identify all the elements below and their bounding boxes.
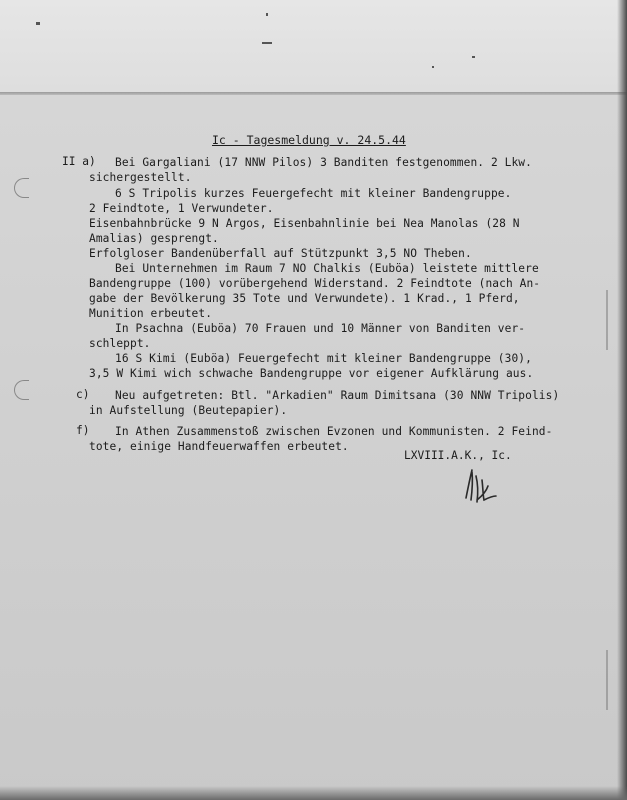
text-line: Munition erbeutet. — [89, 307, 213, 320]
text-line: Bei Unternehmen im Raum 7 NO Chalkis (Euböa) leistete mittlere — [115, 262, 539, 275]
scan-speck — [36, 22, 40, 25]
punch-hole — [14, 178, 29, 198]
text-line: tote, einige Handfeuerwaffen erbeutet. — [89, 440, 349, 453]
scan-speck — [262, 42, 272, 44]
text-line: gabe der Bevölkerung 35 Tote und Verwundete). 1 Krad., 1 Pferd, — [89, 292, 520, 305]
text-line: schleppt. — [89, 337, 151, 350]
text-line: Bandengruppe (100) vorübergehend Widerstand. 2 Feindtote (nach An- — [89, 277, 541, 290]
document-title: Ic - Tagesmeldung v. 24.5.44 — [212, 133, 406, 147]
scan-edge-right — [617, 0, 627, 800]
text-line: Erfolgloser Bandenüberfall auf Stützpunkt 3,5 NO Theben. — [89, 247, 472, 260]
text-line: Neu aufgetreten: Btl. "Arkadien" Raum Dimitsana (30 NNW Tripolis) — [115, 389, 560, 402]
signature-block: LXVIII.A.K., Ic. — [404, 449, 512, 462]
scan-edge-mark — [606, 290, 608, 350]
scan-edge-mark — [606, 650, 608, 710]
text-line: sichergestellt. — [89, 171, 192, 184]
text-line: Eisenbahnbrücke 9 N Argos, Eisenbahnlinie bei Nea Manolas (28 N — [89, 217, 520, 230]
text-line: 3,5 W Kimi wich schwache Bandengruppe vor eigener Aufklärung aus. — [89, 367, 534, 380]
scan-speck — [472, 56, 475, 58]
section-label: II a) — [62, 155, 96, 168]
scan-edge-bottom — [0, 786, 627, 800]
text-line: Amalias) gesprengt. — [89, 232, 219, 245]
text-line: In Psachna (Euböa) 70 Frauen und 10 Männer von Banditen ver- — [115, 322, 526, 335]
section-label: f) — [76, 424, 90, 437]
scan-speck — [266, 13, 268, 16]
punch-hole — [14, 380, 29, 400]
paper-top-strip — [0, 0, 627, 92]
text-line: in Aufstellung (Beutepapier). — [89, 404, 288, 417]
scan-speck — [432, 66, 434, 68]
text-line: In Athen Zusammenstoß zwischen Evzonen und Kommunisten. 2 Feind- — [115, 425, 553, 438]
section-label: c) — [76, 388, 90, 401]
paper-fold-line — [0, 92, 627, 95]
text-line: 16 S Kimi (Euböa) Feuergefecht mit kleiner Bandengruppe (30), — [115, 352, 532, 365]
text-line: 6 S Tripolis kurzes Feuergefecht mit kleiner Bandengruppe. — [115, 187, 512, 200]
handwritten-initials — [458, 466, 508, 506]
text-line: 2 Feindtote, 1 Verwundeter. — [89, 202, 274, 215]
text-line: Bei Gargaliani (17 NNW Pilos) 3 Banditen festgenommen. 2 Lkw. — [115, 156, 532, 169]
